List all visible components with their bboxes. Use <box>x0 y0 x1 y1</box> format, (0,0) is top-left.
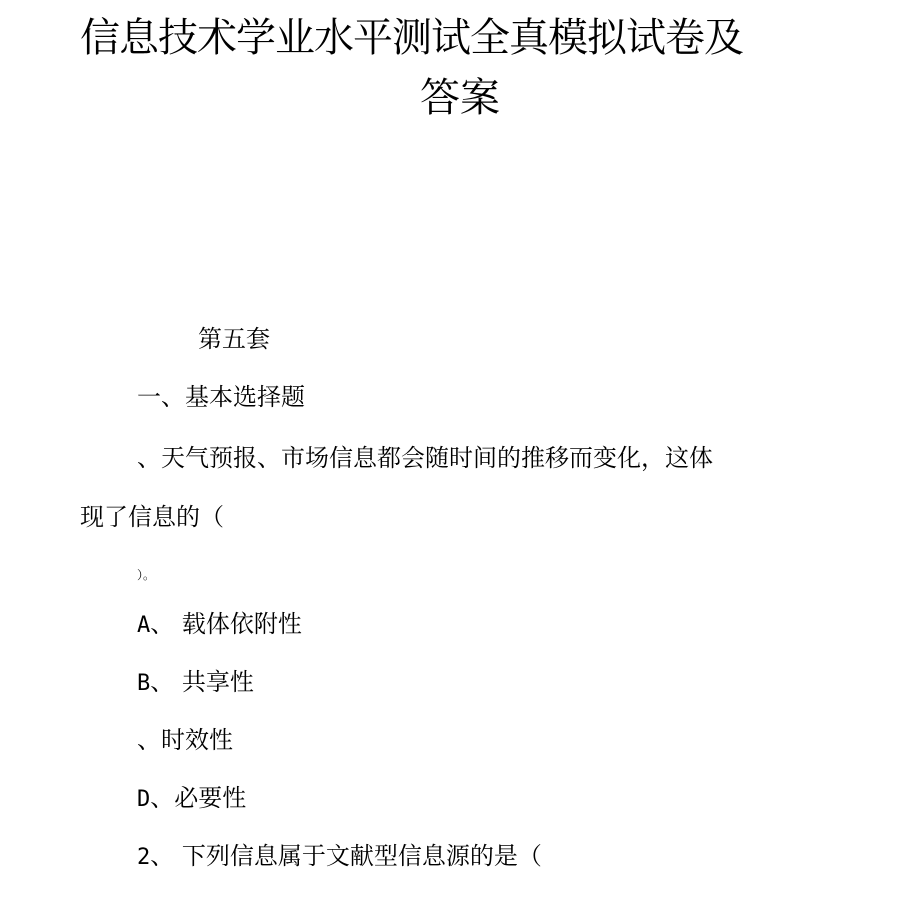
option-a-text: 、 载体依附性 <box>150 610 302 638</box>
question-2-stem: 、 下列信息属于文献型信息源的是（ <box>150 842 542 870</box>
option-a-letter: A <box>137 613 151 638</box>
section-heading: 一、基本选择题 <box>137 383 305 411</box>
document-title-line-2: 答案 <box>420 75 500 121</box>
option-c-text: 、时效性 <box>137 726 233 754</box>
option-d-letter: D <box>137 787 151 812</box>
option-b <box>137 669 254 697</box>
option-c <box>137 727 233 755</box>
question-1-stem-line-2: 现了信息的（ <box>80 503 224 531</box>
question-2 <box>137 843 542 871</box>
set-label: 第五套 <box>198 325 270 353</box>
option-d-text: 、必要性 <box>150 784 247 812</box>
document-title-line-1: 信息技术学业水平测试全真模拟试卷及 <box>80 15 743 61</box>
option-a <box>137 611 302 639</box>
question-2-number: 2 <box>137 845 151 870</box>
option-d <box>137 785 246 813</box>
option-b-letter: B <box>137 671 151 696</box>
question-1-stem-end: ）。 <box>137 568 156 582</box>
question-1-stem-line-1: 、天气预报、市场信息都会随时间的推移而变化，这体 <box>137 444 713 472</box>
option-b-text: 、 共享性 <box>150 668 254 696</box>
